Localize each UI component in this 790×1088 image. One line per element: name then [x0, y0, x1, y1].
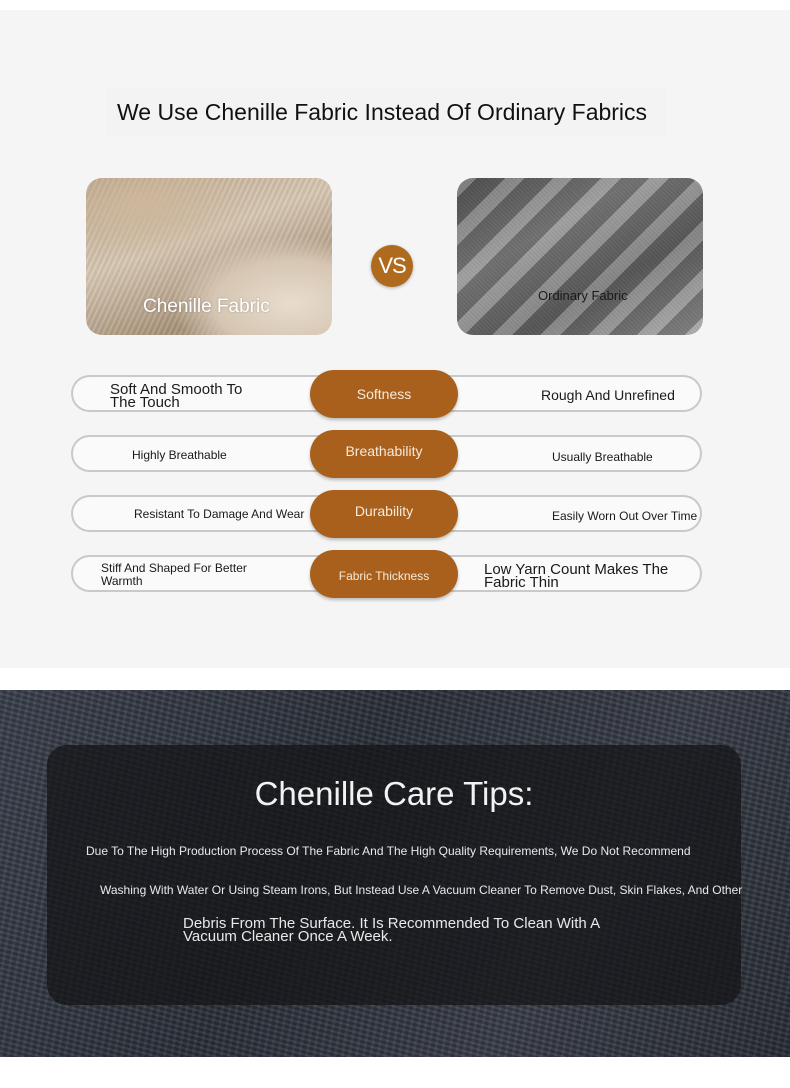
care-title: Chenille Care Tips: [254, 775, 534, 812]
ordinary-trait: Rough And Unrefined [541, 387, 675, 403]
ordinary-trait: Usually Breathable [552, 450, 653, 464]
care-text-line-1: Due To The High Production Process Of The Fabric And The High Quality Requirements, We Do Not Recommend [86, 844, 691, 858]
comparison-row-fabric-thickness [71, 555, 702, 592]
vs-badge: VS [371, 245, 413, 287]
chenille-trait: Stiff And Shaped For Better Warmth [101, 561, 247, 588]
care-text-line-2: Washing With Water Or Using Steam Irons, But Instead Use A Vacuum Cleaner To Remove Dust, Skin Flakes, And Other [100, 883, 743, 897]
comparison-row-durability [71, 495, 702, 532]
chenille-fabric-label: Chenille Fabric [143, 296, 270, 317]
chenille-trait: Soft And Smooth To The Touch [110, 381, 243, 411]
page-title: We Use Chenille Fabric Instead Of Ordinary Fabrics [107, 87, 667, 137]
comparison-row-breathability [71, 435, 702, 472]
category-badge: Breathability [310, 430, 458, 478]
chenille-fabric-image [86, 178, 332, 335]
category-badge: Fabric Thickness [310, 550, 458, 598]
chenille-trait: Highly Breathable [132, 448, 227, 462]
ordinary-trait: Easily Worn Out Over Time [552, 509, 698, 523]
category-badge: Durability [310, 490, 458, 538]
chenille-trait: Resistant To Damage And Wear [134, 507, 305, 521]
care-card [47, 745, 741, 1005]
ordinary-fabric-image [457, 178, 703, 335]
care-text-line-3: Debris From The Surface. It Is Recommended To Clean With A Vacuum Cleaner Once A Week. [183, 915, 600, 945]
care-section [0, 690, 790, 1057]
category-badge: Softness [310, 370, 458, 418]
comparison-section [0, 10, 790, 668]
ordinary-fabric-label: Ordinary Fabric [538, 288, 628, 303]
ordinary-trait: Low Yarn Count Makes The Fabric Thin [484, 561, 669, 591]
comparison-row-softness [71, 375, 702, 412]
